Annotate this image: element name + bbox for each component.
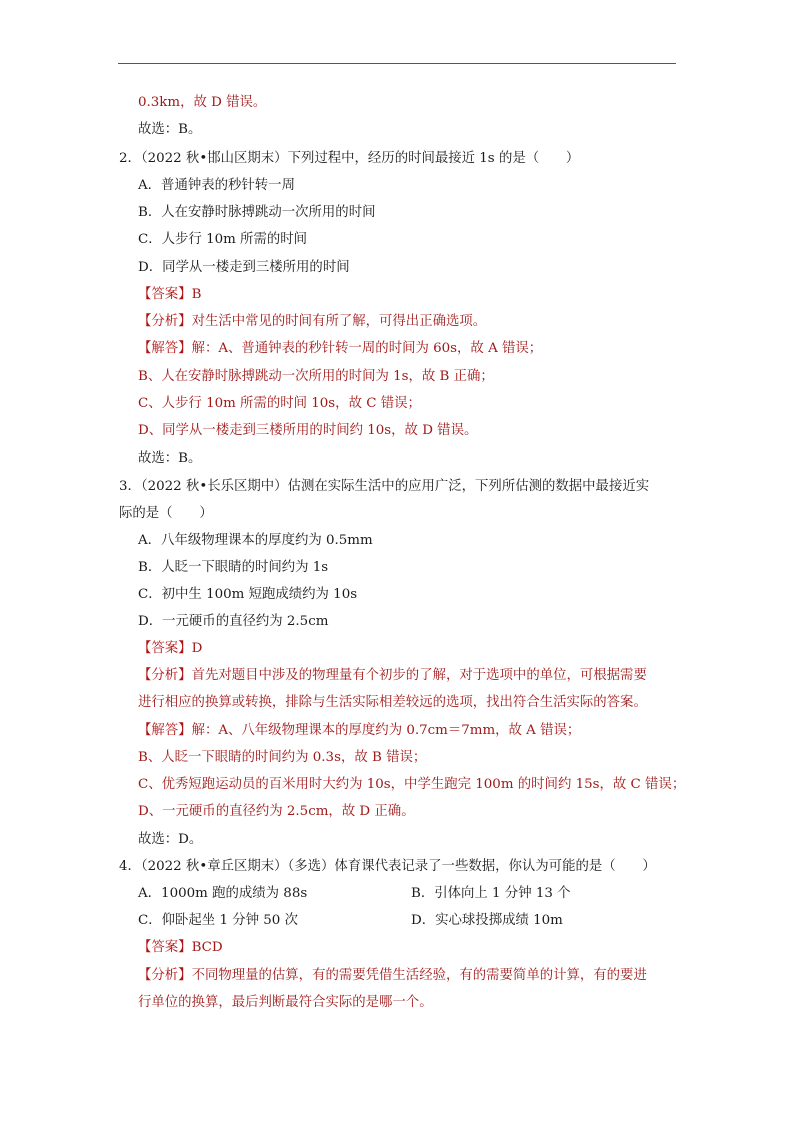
- q3-select: 故选：D。: [138, 832, 203, 847]
- q3-option-b: B．人眨一下眼睛的时间约为 1s: [138, 560, 329, 575]
- analysis-label: 【分析】: [138, 668, 192, 683]
- q3-analysis: [138, 667, 647, 685]
- q2-option-b: B．人在安静时脉搏跳动一次所用的时间: [138, 205, 376, 220]
- q2-answer-value: B: [191, 287, 202, 302]
- q3-stem-line1: 3．（2022 秋•长乐区期中）估测在实际生活中的应用广泛，下列所估测的数据中最接近实: [119, 479, 650, 494]
- solution-label: 【解答】: [138, 723, 192, 738]
- q4-stem: 4．（2022 秋•章丘区期末）（多选）体育课代表记录了一些数据，你认为可能的是（ ）: [119, 859, 656, 874]
- q2-option-a: A．普通钟表的秒针转一周: [138, 178, 295, 193]
- q3-solution: [138, 722, 580, 740]
- q2-solution: [138, 340, 542, 358]
- answer-label: 【答案】: [138, 641, 192, 656]
- q4-option-b: B．引体向上 1 分钟 13 个: [411, 886, 571, 901]
- q2-solution-b: B、人在安静时脉搏跳动一次所用的时间为 1s，故 B 正确；: [138, 369, 494, 384]
- q4-analysis-text-1: 不同物理量的估算，有的需要凭借生活经验，有的需要简单的计算，有的要进: [191, 968, 647, 983]
- analysis-label: 【分析】: [138, 314, 192, 329]
- q4-answer-value: BCD: [191, 940, 223, 955]
- q3-solution-b: B、人眨一下眼睛的时间约为 0.3s，故 B 错误；: [138, 750, 427, 765]
- continued-solution-line: 0.3km，故 D 错误。: [138, 95, 267, 110]
- q4-answer: [138, 939, 223, 957]
- q3-stem-line2: 际的是（ ）: [119, 506, 213, 521]
- q3-solution-d: D、一元硬币的直径约为 2.5cm，故 D 正确。: [138, 804, 415, 819]
- q2-select: 故选：B。: [138, 451, 202, 466]
- q2-option-d: D．同学从一楼走到三楼所用的时间: [138, 260, 350, 275]
- solution-label: 【解答】: [138, 341, 192, 356]
- q2-stem: 2．（2022 秋•邯山区期末）下列过程中，经历的时间最接近 1s 的是（ ）: [119, 151, 580, 166]
- q2-solution-text: 解：A、普通钟表的秒针转一周的时间为 60s，故 A 错误；: [191, 341, 543, 356]
- q3-solution-c: C、优秀短跑运动员的百米用时大约为 10s，中学生跑完 100m 的时间约 15s，故 C 错误；: [138, 777, 686, 792]
- answer-label: 【答案】: [138, 287, 192, 302]
- answer-label: 【答案】: [138, 940, 192, 955]
- q2-analysis-text: 对生活中常见的时间有所了解，可得出正确选项。: [191, 314, 487, 329]
- q2-analysis: [138, 313, 486, 331]
- q3-answer: [138, 640, 202, 658]
- q3-solution-text: 解：A、八年级物理课本的厚度约为 0.7cm＝7mm，故 A 错误；: [191, 723, 581, 738]
- q3-option-c: C．初中生 100m 短跑成绩约为 10s: [138, 587, 358, 602]
- q2-option-c: C．人步行 10m 所需的时间: [138, 232, 308, 247]
- analysis-label: 【分析】: [138, 968, 192, 983]
- q4-option-c: C．仰卧起坐 1 分钟 50 次: [138, 913, 298, 928]
- q4-option-a: A．1000m 跑的成绩为 88s: [138, 886, 308, 901]
- q3-analysis-text-1: 首先对题目中涉及的物理量有个初步的了解，对于选项中的单位，可根据需要: [191, 668, 647, 683]
- q4-option-d: D．实心球投掷成绩 10m: [411, 913, 563, 928]
- q2-solution-c: C、人步行 10m 所需的时间 10s，故 C 错误；: [138, 396, 421, 411]
- header-rule: [118, 63, 676, 64]
- q2-solution-d: D、同学从一楼走到三楼所用的时间约 10s，故 D 错误。: [138, 423, 478, 438]
- q3-option-d: D．一元硬币的直径约为 2.5cm: [138, 614, 329, 629]
- q4-analysis: [138, 967, 647, 985]
- q2-answer: [138, 286, 201, 304]
- q4-analysis-text-2: 行单位的换算，最后判断最符合实际的是哪一个。: [138, 995, 433, 1010]
- q3-option-a: A．八年级物理课本的厚度约为 0.5mm: [138, 533, 373, 548]
- continued-select-line: 故选：B。: [138, 122, 202, 137]
- q3-answer-value: D: [191, 641, 203, 656]
- q3-analysis-text-2: 进行相应的换算或转换，排除与生活实际相差较远的选项，找出符合生活实际的答案。: [138, 695, 647, 710]
